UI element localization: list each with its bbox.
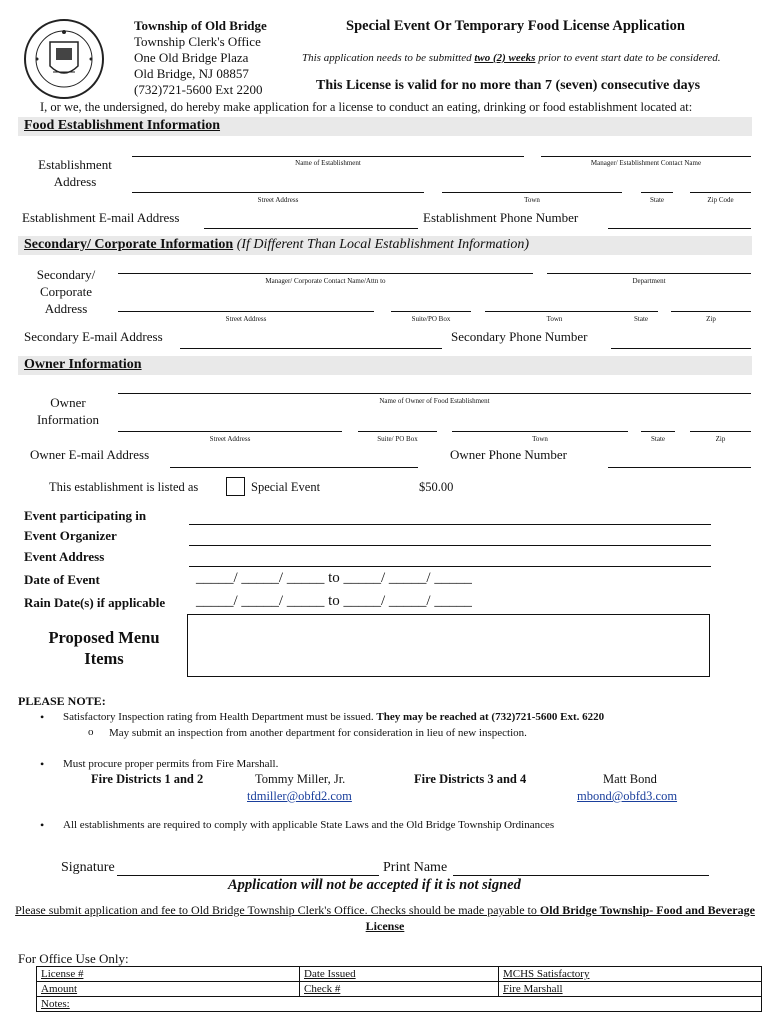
- manager-name-line[interactable]: [541, 156, 751, 157]
- owner-email-line[interactable]: [170, 467, 418, 468]
- bullet-dot-1: •: [40, 710, 45, 724]
- secondary-email-line[interactable]: [180, 348, 442, 349]
- validity-statement: This License is valid for no more than 7 (seven) consecutive days: [316, 78, 701, 93]
- secondary-street-line[interactable]: [118, 311, 374, 312]
- check-number-field: Check #: [304, 983, 341, 995]
- office-use-title: For Office Use Only:: [18, 951, 129, 966]
- bullet-dot-2: •: [40, 757, 45, 771]
- establishment-town-caption: Town: [524, 196, 540, 204]
- notes-field: Notes:: [41, 998, 70, 1010]
- event-address-line[interactable]: [189, 566, 711, 567]
- owner-email-label: Owner E-mail Address: [30, 447, 150, 462]
- notice-emphasis: two (2) weeks: [474, 52, 536, 64]
- license-fee: $50.00: [419, 480, 454, 494]
- print-name-label: Print Name: [383, 860, 448, 875]
- signature-line[interactable]: [117, 875, 379, 876]
- secondary-contact-caption: Manager/ Corporate Contact Name/Attn to: [265, 277, 386, 285]
- rain-date-label: Rain Date(s) if applicable: [24, 595, 166, 610]
- establishment-zip-line[interactable]: [690, 192, 751, 193]
- proposed-menu-textarea[interactable]: [187, 614, 710, 677]
- owner-town-line[interactable]: [452, 431, 628, 432]
- township-seal: [23, 18, 105, 100]
- secondary-zip-line[interactable]: [671, 311, 751, 312]
- secondary-heading-note: (If Different Than Local Establishment Information): [236, 237, 530, 252]
- secondary-zip-caption: Zip: [706, 315, 716, 323]
- form-title: Special Event Or Temporary Food License Application: [346, 18, 685, 34]
- manager-name-caption: Manager/ Establishment Contact Name: [590, 159, 702, 167]
- event-participating-line[interactable]: [189, 524, 711, 525]
- submission-notice: [302, 52, 720, 64]
- phone-line: (732)721-5600 Ext 2200: [134, 82, 263, 97]
- event-participating-label: Event participating in: [24, 508, 147, 523]
- please-note-heading: PLEASE NOTE:: [18, 694, 106, 708]
- owner-name-caption: Name of Owner of Food Establishment: [379, 397, 490, 405]
- mchs-field: MCHS Satisfactory: [503, 968, 590, 980]
- establishment-street-caption: Street Address: [257, 196, 299, 204]
- secondary-suite-caption: Suite/PO Box: [411, 315, 451, 323]
- print-name-line[interactable]: [453, 875, 709, 876]
- secondary-address-label: Secondary/ Corporate Address: [36, 267, 96, 316]
- establishment-town-line[interactable]: [442, 192, 622, 193]
- secondary-town-line[interactable]: [485, 311, 624, 312]
- notice-prefix: This application needs to be submitted: [302, 52, 475, 64]
- food-section-heading: Food Establishment Information: [24, 118, 221, 133]
- clerk-office: Township Clerk's Office: [134, 34, 261, 49]
- establishment-phone-label: Establishment Phone Number: [423, 210, 579, 225]
- owner-name-line[interactable]: [118, 393, 751, 394]
- establishment-name-line[interactable]: [132, 156, 524, 157]
- listing-prefix: This establishment is listed as: [49, 480, 199, 494]
- secondary-town-caption: Town: [546, 315, 563, 323]
- secondary-suite-line[interactable]: [391, 311, 471, 312]
- owner-info-label: Owner Information: [36, 395, 100, 427]
- secondary-phone-line[interactable]: [611, 348, 751, 349]
- special-event-option-label: Special Event: [251, 480, 321, 494]
- owner-phone-label: Owner Phone Number: [450, 447, 567, 462]
- license-number-field: License #: [41, 968, 84, 980]
- owner-suite-line[interactable]: [358, 431, 437, 432]
- signature-label: Signature: [61, 860, 115, 875]
- event-organizer-line[interactable]: [189, 545, 711, 546]
- fire-districts-1-2-name: Tommy Miller, Jr.: [255, 772, 346, 786]
- note-inspection-phone: They may be reached at (732)721-5600 Ext. 6220: [376, 711, 605, 723]
- fire-districts-3-4-name: Matt Bond: [603, 772, 657, 786]
- secondary-state-caption: State: [634, 315, 648, 323]
- establishment-zip-caption: Zip Code: [707, 196, 734, 204]
- event-address-label: Event Address: [24, 549, 105, 564]
- township-name: Township of Old Bridge: [134, 18, 267, 33]
- submission-text: Please submit application and fee to Old Bridge Township Clerk's Office. Checks should be made payable to: [15, 903, 540, 917]
- secondary-state-line[interactable]: [624, 311, 658, 312]
- secondary-email-label: Secondary E-mail Address: [24, 329, 163, 344]
- note-inspection: [63, 711, 604, 723]
- fire-districts-1-2-email-link[interactable]: tdmiller@obfd2.com: [247, 789, 352, 803]
- note-inspection-sub: May submit an inspection from another department for consideration in lieu of new inspection.: [109, 727, 527, 739]
- fire-districts-1-2-label: Fire Districts 1 and 2: [91, 772, 204, 786]
- submission-payee: Old Bridge Township- Food and Beverage License: [365, 903, 755, 933]
- fire-districts-3-4-label: Fire Districts 3 and 4: [414, 772, 527, 786]
- rain-date-field[interactable]: _____/ _____/ _____ to _____/ _____/ _____: [196, 593, 472, 609]
- amount-field: Amount: [41, 983, 78, 995]
- event-date-field[interactable]: _____/ _____/ _____ to _____/ _____/ _____: [196, 570, 472, 586]
- owner-state-line[interactable]: [641, 431, 675, 432]
- owner-street-line[interactable]: [118, 431, 342, 432]
- secondary-street-caption: Street Address: [225, 315, 267, 323]
- fire-marshall-field: Fire Marshall: [503, 983, 563, 995]
- owner-state-caption: State: [651, 435, 665, 443]
- city-line: Old Bridge, NJ 08857: [134, 66, 249, 81]
- secondary-department-line[interactable]: [547, 273, 751, 274]
- address-line: One Old Bridge Plaza: [134, 50, 249, 65]
- establishment-email-label: Establishment E-mail Address: [22, 210, 180, 225]
- owner-zip-caption: Zip: [715, 435, 726, 443]
- notice-suffix: prior to event start date to be considered.: [535, 52, 721, 64]
- note-state-laws: All establishments are required to comply with applicable State Laws and the Old Bridge Township Ordinances: [63, 819, 555, 831]
- event-organizer-label: Event Organizer: [24, 528, 117, 543]
- bullet-dot-3: •: [40, 818, 45, 832]
- owner-town-caption: Town: [532, 435, 548, 443]
- establishment-name-caption: Name of Establishment: [295, 159, 361, 167]
- note-inspection-text: Satisfactory Inspection rating from Health Department must be issued.: [63, 711, 377, 723]
- establishment-street-line[interactable]: [132, 192, 424, 193]
- establishment-address-label: Establishment Address: [38, 157, 112, 189]
- date-issued-field: Date Issued: [304, 968, 356, 980]
- secondary-contact-line[interactable]: [118, 273, 533, 274]
- sub-bullet-circle: o: [88, 726, 94, 738]
- owner-phone-line[interactable]: [608, 467, 751, 468]
- signature-warning: Application will not be accepted if it is not signed: [228, 877, 521, 893]
- owner-section-heading: Owner Information: [24, 357, 142, 372]
- special-event-checkbox[interactable]: [226, 477, 245, 496]
- proposed-menu-label: Proposed Menu Items: [48, 628, 160, 668]
- secondary-department-caption: Department: [632, 277, 666, 285]
- note-fire-permits: Must procure proper permits from Fire Marshall.: [63, 758, 279, 770]
- establishment-phone-line[interactable]: [608, 228, 751, 229]
- owner-suite-caption: Suite/ PO Box: [377, 435, 418, 443]
- declaration: I, or we, the undersigned, do hereby make application for a license to conduct an eating, drinking or food establishment located at:: [40, 100, 693, 114]
- secondary-phone-label: Secondary Phone Number: [451, 329, 588, 344]
- event-date-label: Date of Event: [24, 572, 100, 587]
- submission-instructions: [10, 902, 760, 934]
- secondary-section-heading: [24, 237, 529, 253]
- secondary-heading-text: Secondary/ Corporate Information: [24, 237, 234, 252]
- establishment-state-caption: State: [650, 196, 664, 204]
- office-use-table: [36, 966, 762, 1012]
- establishment-state-line[interactable]: [641, 192, 673, 193]
- establishment-email-line[interactable]: [204, 228, 418, 229]
- owner-street-caption: Street Address: [209, 435, 251, 443]
- fire-districts-3-4-email-link[interactable]: mbond@obfd3.com: [577, 789, 678, 803]
- owner-zip-line[interactable]: [690, 431, 751, 432]
